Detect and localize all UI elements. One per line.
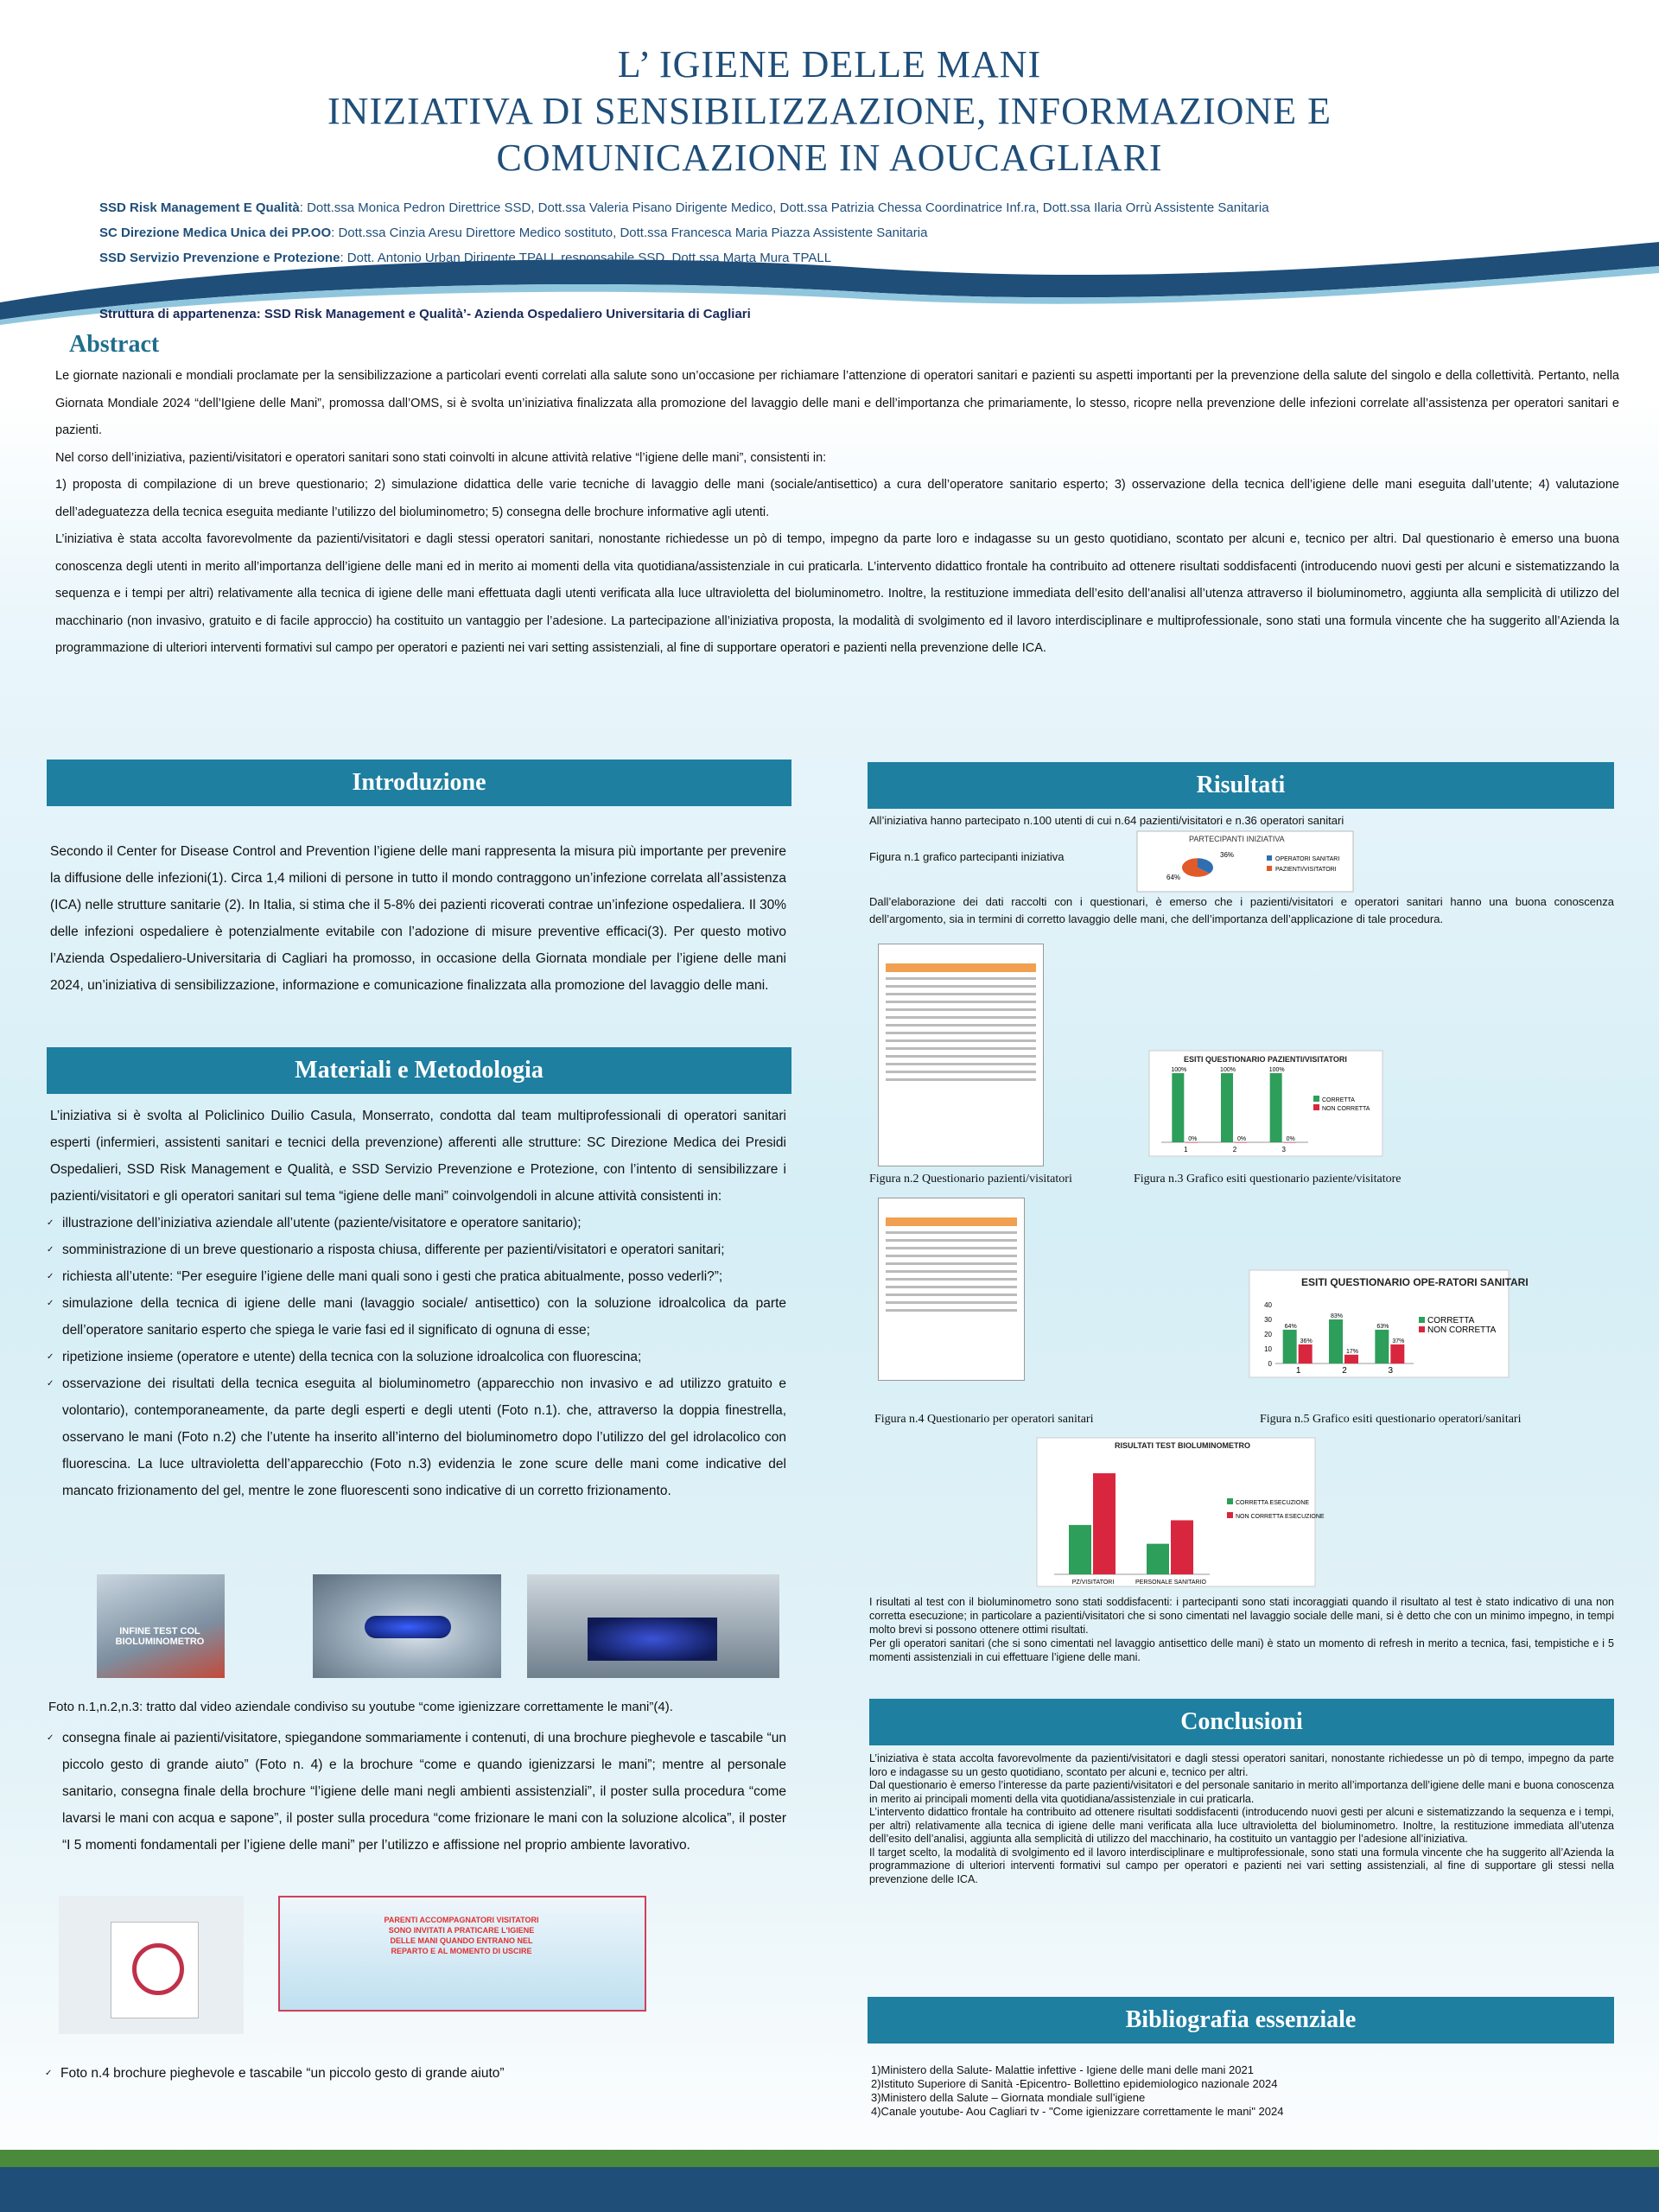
chart-bar: [1235, 1142, 1247, 1143]
legend-swatch: [1419, 1317, 1425, 1323]
results-p1: All’iniziativa hanno partecipato n.100 utenti di cui n.64 pazienti/visitatori e n.36 operatori sanitari: [869, 814, 1344, 827]
conclusions-text: L’iniziativa è stata accolta favorevolmente da pazienti/visitatori e dagli stessi operatori sanitari, nonostante richiedesse un pò di tempo, impegno da parte loro e indagasse su un gesto quotidiano, scontato per alcuni e, tecnico per altri. Dal questionario è emerso l’interesse da parte pazienti/visitatori e del personale sanitario in merito all’importanza dell’igiene delle mani e buona conoscenza in merito ai principali momenti della vita quotidiana/assistenziale in cui praticarla. L’intervento didattico frontale ha contribuito ad ottenere risultati soddisfacenti (introducendo nuovi gesti per alcuni e sistematizzando la sequenza e i tempi, per altri) relativamente alla tecnica di igiene delle mani verificata alla luce ultravioletta del bioluminometro. Inoltre, la restituzione immediata all’utenza dell’esito dell’analisi, aggiunta alla semplicità di utilizzo del macchinario, ha costituito un vantaggio per l’adesione all’iniziativa. Il target scelto, la modalità di svolgimento ed il lavoro interdisciplinare e multiprofessionale, sono stati una formula vincente che ha suggerito all’Azienda la programmazione di ulteriori interventi formativi sul campo per operatori e pazienti nei vari setting assistenziali, al fine di supportare gli stessi nella prevenzione delle ICA.: [869, 1752, 1614, 1885]
conclusions-heading: Conclusioni: [869, 1699, 1614, 1745]
affiliation: Struttura di appartenenza: SSD Risk Management e Qualità’- Azienda Ospedaliero Universitaria di Cagliari: [99, 307, 751, 321]
data-label: 0%: [1188, 1136, 1198, 1142]
title-line-1: L’ IGIENE DELLE MANI: [617, 43, 1042, 86]
chart-bar: [1329, 1319, 1343, 1363]
author-line: SSD Risk Management E Qualità: Dott.ssa Monica Pedron Direttrice SSD, Dott.ssa Valeria Pisano Dirigente Medico, Dott.ssa Patrizia Chessa Coordinatrice Inf.ra, Dott.ssa Ilaria Orrù Assistente Sanitaria: [99, 200, 1269, 215]
chart-bar: [1221, 1073, 1233, 1142]
legend-swatch: [1267, 855, 1272, 861]
list-item: ✓ consegna finale ai pazienti/visitatore, spiegandone sommariamente i contenuti, di una brochure pieghevole e tascabile “un piccolo gesto di grande aiuto” (Foto n. 4) e la brochure “come e quando igienizzarsi le mani”; mentre al personale sanitario, consegna finale della brochure “l’igiene delle mani negli ambienti assistenziali”, il poster sulla procedura “come lavarsi le mani con acqua e sapone”, il poster sulla procedura “come frizionare le mani con la soluzione alcolica”, il poster “I 5 momenti fondamentali per l’igiene delle mani” per l’utilizzo e affissione nel proprio ambiente lavorativo.: [50, 1725, 786, 1859]
x-tick-label: 1: [1295, 1366, 1301, 1376]
title-line-3: COMUNICAZIONE IN AOUCAGLIARI: [496, 137, 1163, 179]
bibliography-heading: Bibliografia essenziale: [868, 1997, 1614, 2044]
fig2-caption: Figura n.2 Questionario pazienti/visitatori: [869, 1173, 1072, 1185]
y-tick-label: 20: [1264, 1331, 1272, 1338]
footer-stripe-blue: [0, 2167, 1659, 2212]
intro-text: Secondo il Center for Disease Control and Prevention l’igiene delle mani rappresenta la misura più importante per prevenire la diffusione delle infezioni(1). Circa 1,4 milioni di persone in tutto il mondo contraggono un’infezione correlata all’assistenza (ICA) nelle strutture sanitarie (2). In Italia, si stima che il 5-8% dei pazienti ricoverati contrae un’infezione ospedaliera. Il 30% delle infezioni ospedaliere è potenzialmente evitabile con l’adozione di misure preventive efficaci(3). Per questo motivo l’Azienda Ospedaliero-Universitaria di Cagliari ha promosso, in occasione della Giornata mondiale per l’igiene delle mani 2024, un’iniziativa di sensibilizzazione, informazione e comunicazione finalizzata alla promozione del lavaggio delle mani.: [50, 844, 786, 993]
data-label: 100%: [1171, 1067, 1187, 1073]
results-heading: Risultati: [868, 762, 1614, 809]
slice-label: 36%: [1220, 851, 1235, 859]
legend-label: CORRETTA ESECUZIONE: [1236, 1500, 1310, 1506]
fig5-caption: Figura n.5 Grafico esiti questionario operatori/sanitari: [1260, 1413, 1522, 1426]
footer-stripe-green: [0, 2150, 1659, 2167]
data-label: 37%: [1392, 1338, 1405, 1344]
photo-caption-1-3: Foto n.1,n.2,n.3: tratto dal video aziendale condiviso su youtube “come igienizzare correttamente le mani”(4).: [48, 1700, 673, 1714]
methods-list: [50, 1210, 786, 1504]
questionnaire-staff-image: [878, 1198, 1025, 1381]
author-line: SSD Servizio Prevenzione e Protezione: Dott. Antonio Urban Dirigente TPALL responsabile SSD, Dott.ssa Marta Mura TPALL: [99, 251, 832, 265]
abstract-paragraph: Le giornate nazionali e mondiali proclamate per la sensibilizzazione a particolari eventi correlati alla salute sono un’occasione per richiamare l’attenzione di operatori sanitari e pazienti su aspetti importanti per la prevenzione della salute del singolo e della collettività. Pertanto, nella Giornata Mondiale 2024 “dell’Igiene delle Mani”, promossa dall’OMS, si è svolta un’iniziativa finalizzata alla promozione del lavaggio delle mani e dell’importanza che primariamente, lo stesso, ricopre nella prevenzione delle infezioni correlate all’assistenza per operatori sanitari e pazienti.: [55, 369, 1619, 437]
fig5-bar-chart: [1249, 1270, 1529, 1377]
chart-bar: [1185, 1142, 1198, 1143]
intro-heading: Introduzione: [47, 760, 791, 806]
results-text-2: I risultati al test con il bioluminometro sono stati soddisfacenti: i partecipanti sono stati incoraggiati quando il risultato al test è stato indicativo di una non corretta esecuzione; in particolare a pazienti/visitatori che si sono cimentati nel lavaggio sociale delle mani, si è detto che con un minimo impegno, in tempi molto brevi si possono ottenere ottimi risultati. Per gli operatori sanitari (che si sono cimentati nel lavaggio antisettico delle mani) è stato un momento di refresh in merito a tecnica, fasi, tempistiche e i 5 momenti assistenziali in cui effettuare l’igiene delle mani.: [869, 1596, 1614, 1663]
legend-label: NON CORRETTA: [1427, 1325, 1497, 1335]
author-line: SC Direzione Medica Unica dei PP.OO: Dott.ssa Cinzia Aresu Direttore Medico sostituto, Dott.ssa Francesca Maria Piazza Assistente Sanitaria: [99, 226, 928, 240]
chart-bar: [1344, 1355, 1358, 1363]
bibliography-item: 2)Istituto Superiore di Sanità -Epicentro- Bollettino epidemiologico nazionale 2024: [871, 2077, 1278, 2090]
methods-last-item: [50, 1725, 786, 1859]
x-tick-label: 2: [1342, 1366, 1347, 1376]
methods-lead: L’iniziativa si è svolta al Policlinico Duilio Casula, Monserrato, condotta dal team multiprofessionali di operatori sanitari esperti (infermieri, assistenti sanitari e tecnici della prevenzione) afferenti alle strutture: SC Direzione Medica dei Presidi Ospedalieri, SSD Risk Management e Qualità, e SSD Servizio Prevenzione e Protezione, con l’intento di sensibilizzare i pazienti/visitatori e gli operatori sanitari sul tema “igiene delle mani” coinvolgendoli in alcune attività consistenti in:: [50, 1109, 786, 1204]
data-label: 64%: [1284, 1323, 1297, 1330]
data-label: 36%: [1300, 1338, 1313, 1344]
x-tick-label: 2: [1232, 1146, 1237, 1154]
legend-label: CORRETTA: [1427, 1316, 1475, 1325]
chart-bar: [1283, 1330, 1297, 1363]
poster-text: PARENTI ACCOMPAGNATORI VISITATORI SONO INVITATI A PRATICARE L'IGIENE DELLE MANI QUANDO ENTRANO NEL REPARTO E AL MOMENTO DI USCIRE: [384, 1916, 539, 1955]
data-label: 63%: [1376, 1323, 1389, 1330]
legend-swatch: [1419, 1326, 1425, 1332]
chart-title: ESITI QUESTIONARIO OPE-RATORI SANITARI: [1301, 1276, 1529, 1288]
chart-bar: [1390, 1344, 1404, 1363]
data-label: 0%: [1286, 1136, 1295, 1142]
bibliography-list: [871, 2063, 1614, 2119]
list-item: ✓ simulazione della tecnica di igiene delle mani (lavaggio sociale/ antisettico) con la soluzione idroalcolica da parte dell’operatore sanitario esperto che spiega le varie fasi ed il significato di ognuna di esse;: [50, 1290, 786, 1344]
slice-label: 64%: [1166, 874, 1181, 881]
bibliography-item: 4)Canale youtube- Aou Cagliari tv - "Come igienizzare correttamente le mani" 2024: [871, 2105, 1284, 2118]
chart-bar: [1093, 1473, 1116, 1574]
list-item: ✓ richiesta all’utente: “Per eseguire l’igiene delle mani quali sono i gesti che pratica abitualmente, posso vederli?”;: [50, 1263, 786, 1290]
chart-bar: [1171, 1520, 1193, 1574]
bibliography-item: 1)Ministero della Salute- Malattie infettive - Igiene delle mani delle mani 2021: [871, 2063, 1254, 2076]
results-p2: Dall’elaborazione dei dati raccolti con i questionari, è emerso che i pazienti/visitatori e operatori sanitari hanno una buona conoscenza dell’argomento, sia in termini di corretto lavaggio delle mani, che dell’importanza dell’applicazione di tale procedura.: [869, 895, 1614, 925]
chart-bar: [1299, 1344, 1313, 1363]
legend-label: NON CORRETTA ESECUZIONE: [1236, 1514, 1325, 1520]
x-tick-label: PERSONALE SANITARIO: [1135, 1580, 1206, 1586]
abstract-paragraph: L’iniziativa è stata accolta favorevolmente da pazienti/visitatori e dagli stessi operatori sanitari, nonostante richiedesse un pò di tempo, impegno da parte loro e indagasse su un gesto quotidiano, scontato per alcuni e, tecnico per altri. Dal questionario è emerso una buona conoscenza degli utenti in merito all’importanza dell’igiene delle mani ed in merito ai momenti della vita quotidiana/assistenziale in cui praticarla. L’intervento didattico frontale ha contribuito ad ottenere risultati soddisfacenti (introducendo nuovi gesti per alcuni e sistematizzando la sequenza e i tempi per altri) relativamente alla tecnica di igiene delle mani effettuata dagli utenti verificata alla luce ultravioletta del bioluminometro. Inoltre, la restituzione immediata dell’esito dell’analisi all’utenza attraverso il bioluminometro, aggiunta alla semplicità di utilizzo del macchinario (non invasivo, gratuito e di facile approccio) ha costituito un vantaggio per l’adesione. La partecipazione all’iniziativa proposta, la modalità di svolgimento ed il lavoro interdisciplinare e multiprofessionale, sono stati una formula vincente che ha suggerito all’Azienda la programmazione di ulteriori interventi formativi sul campo per operatori e pazienti nei vari setting assistenziali, al fine di supportare operatori e pazienti nella prevenzione delle ICA.: [55, 532, 1619, 655]
poster-photo: [278, 1896, 646, 2012]
photo-4-brochure: [59, 1896, 244, 2034]
chart-bar: [1172, 1073, 1184, 1142]
x-tick-label: 3: [1281, 1146, 1286, 1154]
fig1-pie-chart: [1137, 831, 1353, 892]
legend-label: OPERATORI SANITARI: [1275, 856, 1340, 862]
chart-title: RISULTATI TEST BIOLUMINOMETRO: [1115, 1441, 1250, 1450]
photo-2: [313, 1574, 501, 1678]
bibliography-item: 3)Ministero della Salute – Giornata mondiale sull’igiene: [871, 2091, 1146, 2104]
photo-4-caption: ✓ Foto n.4 brochure pieghevole e tascabile “un piccolo gesto di grande aiuto”: [48, 2060, 791, 2087]
chart-bar: [1147, 1544, 1169, 1574]
x-tick-label: 3: [1388, 1366, 1394, 1376]
legend-label: PAZIENTI/VISITATORI: [1275, 867, 1337, 873]
chart-bar: [1270, 1073, 1282, 1142]
photo-1: [97, 1574, 225, 1678]
list-item: ✓ osservazione dei risultati della tecnica eseguita al bioluminometro (apparecchio non invasivo e ad utilizzo gratuito e volontario), contemporaneamente, da parte degli esperti e degli utenti (Foto n.1). che, attraverso la doppia finestrella, osservano le mani (Foto n.2) che l’utente ha inserito all’interno del bioluminometro dopo l’utilizzo del gel idrolacolico con fluorescina. La luce ultravioletta dell’apparecchio (Foto n.3) evidenzia le zone scure delle mani come indicative del mancato frizionamento del gel, mentre le zone fluorescenti sono indicative di un corretto frizionamento.: [50, 1370, 786, 1504]
chart-bar: [1375, 1330, 1389, 1363]
bioluminometer-bar-chart: [1037, 1438, 1325, 1586]
legend-label: NON CORRETTA: [1322, 1106, 1370, 1112]
chart-bar: [1069, 1525, 1091, 1574]
y-tick-label: 0: [1268, 1360, 1272, 1368]
list-item: ✓ ripetizione insieme (operatore e utente) della tecnica con la soluzione idroalcolica con fluorescina;: [50, 1344, 786, 1370]
y-tick-label: 10: [1264, 1345, 1272, 1353]
y-tick-label: 30: [1264, 1316, 1272, 1324]
data-label: 17%: [1345, 1348, 1359, 1355]
legend-swatch: [1227, 1512, 1233, 1518]
abstract-heading: Abstract: [69, 331, 160, 358]
chart-title: ESITI QUESTIONARIO PAZIENTI/VISITATORI: [1184, 1055, 1347, 1064]
x-tick-label: 1: [1184, 1146, 1188, 1154]
data-label: 0%: [1236, 1136, 1247, 1142]
methods-body: [50, 1103, 786, 1504]
abstract-text: [55, 363, 1619, 663]
x-tick-label: PZ/VISITATORI: [1071, 1580, 1115, 1586]
fig4-caption: Figura n.4 Questionario per operatori sanitari: [874, 1413, 1094, 1426]
chart-bar: [1284, 1142, 1296, 1143]
y-tick-label: 40: [1264, 1301, 1272, 1309]
questionnaire-patients-image: [878, 944, 1044, 1166]
photo-1-caption-text: INFINE TEST COL BIOLUMINOMETRO: [115, 1626, 205, 1647]
list-item: ✓ illustrazione dell’iniziativa aziendale all’utente (paziente/visitatore e operatore sanitario);: [50, 1210, 786, 1236]
fig3-bar-chart: [1149, 1051, 1382, 1156]
methods-heading: Materiali e Metodologia: [47, 1047, 791, 1094]
abstract-paragraph: 1) proposta di compilazione di un breve questionario; 2) simulazione didattica delle varie tecniche di lavaggio delle mani (sociale/antisettico) a cura dell’operatore sanitario esperto; 3) osservazione della tecnica dell’igiene delle mani eseguita dall’utente; 4) valutazione dell’adeguatezza della tecnica eseguita mediante l’utilizzo del bioluminometro; 5) consegna delle brochure informative agli utenti.: [55, 478, 1619, 519]
legend-swatch: [1227, 1498, 1233, 1504]
list-item: ✓ somministrazione di un breve questionario a risposta chiusa, differente per pazienti/visitatori e operatori sanitari;: [50, 1236, 786, 1263]
data-label: 83%: [1330, 1313, 1344, 1319]
legend-swatch: [1313, 1096, 1319, 1102]
title-line-2: INIZIATIVA DI SENSIBILIZZAZIONE, INFORMAZIONE E: [327, 90, 1332, 132]
chart-title: PARTECIPANTI INIZIATIVA: [1189, 835, 1285, 843]
photo-3: [527, 1574, 779, 1678]
fig3-caption: Figura n.3 Grafico esiti questionario paziente/visitatore: [1134, 1173, 1402, 1185]
fig1-label: Figura n.1 grafico partecipanti iniziativa: [869, 850, 1065, 863]
data-label: 100%: [1268, 1067, 1285, 1073]
poster-title: [0, 41, 1659, 181]
legend-swatch: [1267, 866, 1272, 871]
data-label: 100%: [1220, 1067, 1236, 1073]
legend-label: CORRETTA: [1322, 1097, 1355, 1103]
abstract-paragraph: Nel corso dell’iniziativa, pazienti/visitatori e operatori sanitari sono stati coinvolti in alcune attività relative “l’igiene delle mani”, consistenti in:: [55, 450, 827, 465]
legend-swatch: [1313, 1104, 1319, 1110]
